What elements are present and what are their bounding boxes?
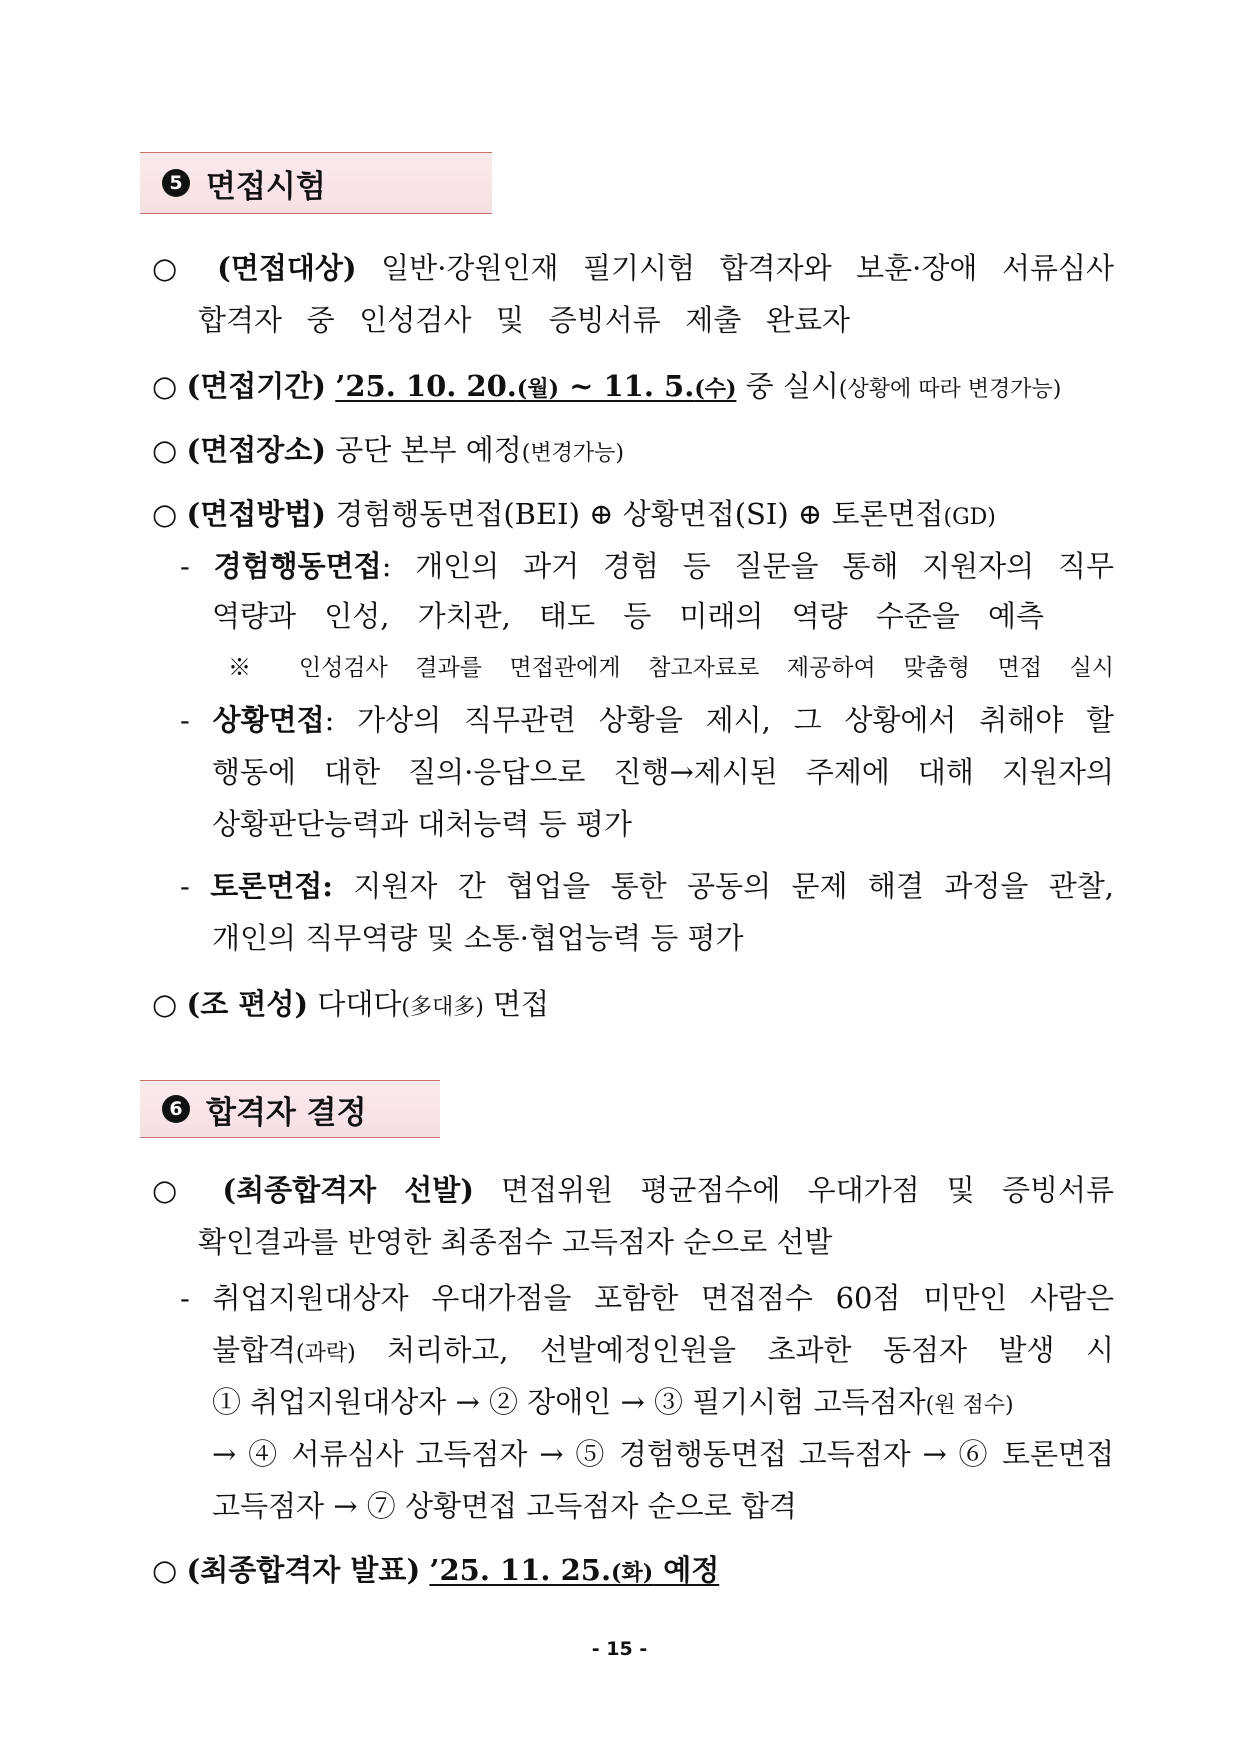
- item-interview-period: [152, 368, 1061, 408]
- bullet-marker: ○: [152, 987, 178, 1021]
- section-title: 합격자 결정: [206, 1094, 367, 1131]
- bullet-marker: ○: [152, 369, 178, 403]
- sub-item-text: 지원자 간 협업을 통한 공동의 문제 해결 과정을 관찰,: [332, 869, 1114, 903]
- page-number: - 15 -: [591, 1638, 648, 1660]
- item-interview-place: [152, 432, 624, 472]
- bullet-marker: ○: [152, 1173, 196, 1207]
- section-title: 면접시험: [206, 168, 326, 205]
- sub-item-text-continued: 개인의 직무역량 및 소통·협업능력 등 평가: [212, 921, 744, 955]
- sub-item-bei: [180, 548, 1114, 584]
- item-label: (면접장소): [186, 433, 327, 467]
- sub-item-text-continued: 행동에 대한 질의·응답으로 진행→제시된 주제에 대해 지원자의: [212, 755, 1114, 789]
- dash-marker: -: [180, 1281, 190, 1315]
- sub-item-gd: [180, 868, 1114, 904]
- item-text-continued: 확인결과를 반영한 최종점수 고득점자 순으로 선발: [198, 1225, 833, 1259]
- section-number: 5: [162, 169, 190, 197]
- bullet-marker: ○: [152, 433, 178, 467]
- sub-item-text-continued: → ④ 서류심사 고득점자 → ⑤ 경험행동면접 고득점자 → ⑥ 토론면접: [212, 1437, 1114, 1471]
- sub-item-text: : 개인의 과거 경험 등 질문을 통해 지원자의 직무: [381, 549, 1115, 583]
- sub-item-text-continued: 고득점자 → ⑦ 상황면접 고득점자 순으로 합격: [212, 1489, 797, 1523]
- section-header-final-decision: [140, 1080, 440, 1138]
- item-text: 일반·강원인재 필기시험 합격자와 보훈·장애 서류심사: [381, 251, 1115, 285]
- bullet-marker: ○: [152, 251, 193, 285]
- item-label: (조 편성): [186, 987, 309, 1021]
- dash-marker: -: [180, 549, 190, 583]
- reference-note: ※ 인성검사 결과를 면접관에게 참고자료로 제공하여 맞춤형 면접 실시: [228, 655, 1114, 681]
- item-interview-method: ○ (면접방법) 경험행동면접(BEI) ⊕ 상황면접(SI) ⊕ 토론면접(GD): [152, 497, 996, 531]
- sub-item-term: 경험행동면접: [213, 549, 382, 583]
- item-text: 면접위원 평균점수에 우대가점 및 증빙서류: [501, 1173, 1115, 1207]
- item-note: (변경가능): [521, 441, 624, 466]
- dash-marker: -: [180, 869, 190, 903]
- item-label: (최종합격자 선발): [222, 1173, 474, 1207]
- item-text: 중 실시: [736, 369, 839, 403]
- item-note: (상황에 따라 변경가능): [838, 377, 1062, 402]
- sub-item-si: [180, 702, 1114, 738]
- item-label: (최종합격자 발표): [186, 1553, 421, 1587]
- period-dates: ’25. 10. 20.(월) ~ 11. 5.(수): [335, 369, 737, 403]
- sub-item-text: : 가상의 직무관련 상황을 제시, 그 상황에서 취해야 할: [324, 703, 1115, 737]
- item-label: (면접대상): [217, 251, 357, 285]
- sub-item-text-continued: 역량과 인성, 가치관, 태도 등 미래의 역량 수준을 예측: [212, 599, 1044, 633]
- item-final-announcement: [152, 1552, 719, 1591]
- item-label: (면접방법): [186, 497, 327, 531]
- section-header-interview: [140, 152, 492, 214]
- announcement-date: ’25. 11. 25.(화) 예정: [429, 1553, 720, 1587]
- bullet-marker: ○: [152, 1553, 178, 1587]
- bullet-marker: ○: [152, 497, 178, 531]
- sub-item-tie-rule: - 취업지원대상자 우대가점을 포함한 면접점수 60점 미만인 사람은: [180, 1281, 1114, 1315]
- item-text-continued: 합격자 중 인성검사 및 증빙서류 제출 완료자: [198, 303, 850, 337]
- sub-item-term: 상황면접: [212, 703, 325, 737]
- section-number: 6: [162, 1095, 190, 1123]
- item-group-composition: ○ (조 편성) 다대다(多대多) 면접: [152, 987, 550, 1021]
- item-text: 공단 본부 예정: [335, 433, 522, 467]
- item-interview-target: [152, 250, 1114, 286]
- item-label: (면접기간): [186, 369, 327, 403]
- sub-item-text-continued: ① 취업지원대상자 → ② 장애인 → ③ 필기시험 고득점자(원 점수): [212, 1385, 1014, 1419]
- sub-item-text-continued: 상황판단능력과 대처능력 등 평가: [212, 807, 632, 841]
- dash-marker: -: [180, 703, 190, 737]
- sub-item-term: 토론면접:: [210, 869, 333, 903]
- sub-item-text-continued: 불합격(과락) 처리하고, 선발예정인원을 초과한 동점자 발생 시: [212, 1333, 1114, 1367]
- item-final-selection: [152, 1172, 1114, 1208]
